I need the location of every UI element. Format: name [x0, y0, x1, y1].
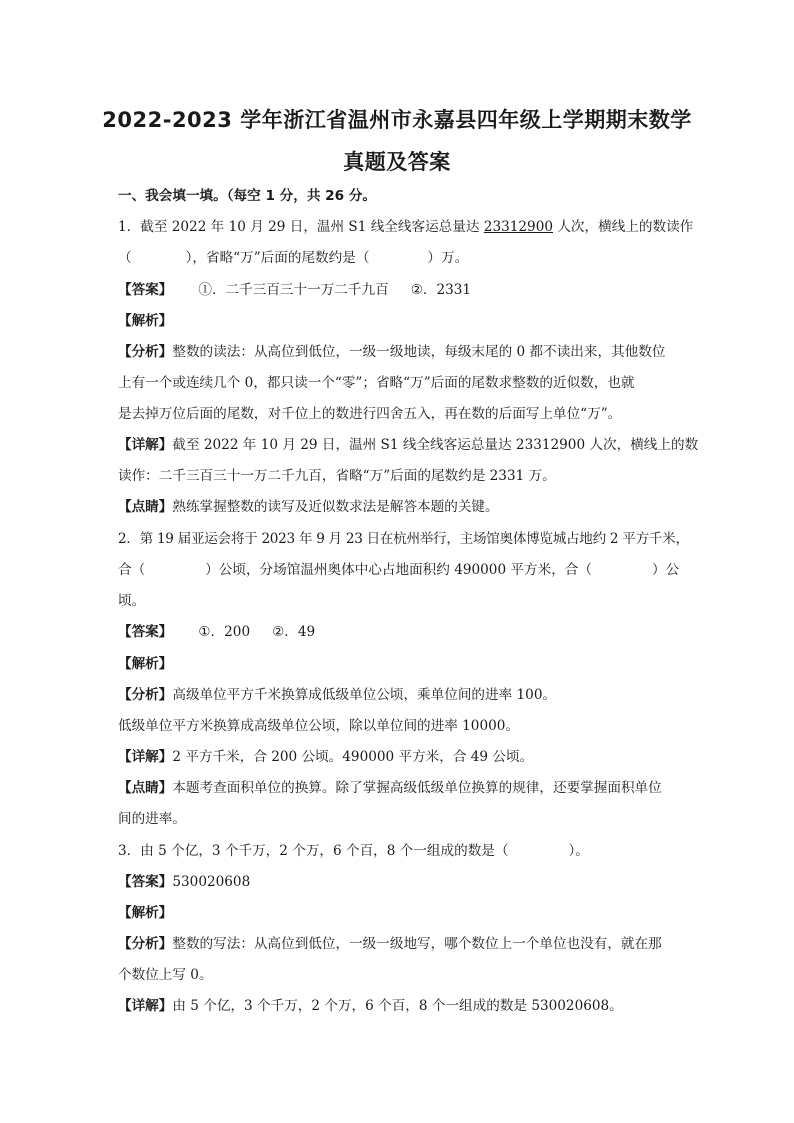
q1-answer-2: ②．2331	[410, 282, 472, 298]
q1-fenxi-text1: 整数的读法：从高位到低位，一级一级地读，每级末尾的 0 都不读出来，其他数位	[172, 344, 666, 360]
xiangjie-tag: 【详解】	[118, 998, 173, 1014]
q1-xiangjie-line1	[118, 436, 699, 454]
q3-text-a: 3．由 5 个亿，3 个千万，2 个万，6 个百，8 个一组成的数是（	[118, 843, 509, 859]
q1-fenxi-line2: 上有一个或连续几个 0，都只读一个“零”；省略“万”后面的尾数求整数的近似数，也就	[118, 375, 635, 391]
q3-answer	[118, 873, 678, 891]
dianjing-tag: 【点睛】	[118, 780, 173, 796]
analysis-tag: 【解析】	[118, 656, 173, 672]
q2-fenxi-line1	[118, 686, 678, 704]
xiangjie-tag: 【详解】	[118, 749, 173, 765]
q2-dianjing-line1	[118, 779, 678, 797]
q2-dianjing-text1: 本题考查面积单位的换算。除了掌握高级低级单位换算的规律，还要掌握面积单位	[172, 780, 662, 796]
q2-blank-open: 合（	[118, 562, 146, 578]
analysis-tag: 【解析】	[118, 905, 173, 921]
q1-text-mid: ），省略“万”后面的尾数约是（	[185, 250, 370, 266]
q2-line1: 2．第 19 届亚运会将于 2023 年 9 月 23 日在杭州举行，主场馆奥体博览城占地约 2 平方千米，	[118, 531, 689, 547]
q1-dianjing	[118, 498, 678, 516]
answer-tag: 【答案】	[118, 874, 173, 890]
q1-underlined-number: 23312900	[483, 219, 553, 235]
q1-xiangjie-text1: 截至 2022 年 10 月 29 日，温州 S1 线全线客运总量达 23312900 人次，横线上的数	[172, 437, 699, 453]
fenxi-tag: 【分析】	[118, 344, 173, 360]
q2-answer-1: ①．200	[198, 624, 251, 640]
q3-fenxi-line2: 个数位上写 0。	[118, 967, 213, 983]
q1-line1	[118, 218, 694, 236]
q2-line3: 顷。	[118, 593, 146, 609]
answer-tag: 【答案】	[118, 282, 173, 298]
q3-fenxi-line1	[118, 935, 678, 953]
analysis-tag: 【解析】	[118, 313, 173, 329]
q1-answer-1: ①．二千三百三十一万二千九百	[198, 282, 389, 298]
fenxi-tag: 【分析】	[118, 936, 173, 952]
q1-blank-open: （	[118, 250, 132, 266]
q2-xiangjie	[118, 748, 678, 766]
q1-answer	[118, 281, 678, 299]
dianjing-tag: 【点睛】	[118, 499, 173, 515]
q2-line2	[118, 561, 678, 579]
q1-xiangjie-line2: 读作：二千三百三十一万二千九百，省略“万”后面的尾数约是 2331 万。	[118, 468, 556, 484]
section-heading: 一、我会填一填。（每空 1 分，共 26 分。	[118, 188, 377, 204]
q2-xiangjie-text: 2 平方千米，合 200 公顷。490000 平方米，合 49 公顷。	[172, 749, 534, 765]
q2-text-mid: ）公顷，分场馆温州奥体中心占地面积约 490000 平方米，合（	[205, 562, 592, 578]
q2-answer	[118, 623, 678, 641]
q3-answer-value: 530020608	[172, 874, 251, 890]
q3-text-b: ）。	[568, 843, 589, 859]
q1-line2	[118, 249, 678, 267]
q3-fenxi-text1: 整数的写法：从高位到低位，一级一级地写，哪个数位上一个单位也没有，就在那	[172, 936, 662, 952]
q2-text-end: ）公	[651, 562, 680, 578]
document-title-line2: 真题及答案	[343, 150, 451, 174]
q1-dianjing-text: 熟练掌握整数的读写及近似数求法是解答本题的关键。	[172, 499, 499, 515]
q2-dianjing-line2: 间的进率。	[118, 811, 186, 827]
q2-fenxi-text1: 高级单位平方千米换算成低级单位公顷，乘单位间的进率 100。	[172, 687, 557, 703]
q1-text-end: ）万。	[427, 250, 469, 266]
q3-xiangjie	[118, 997, 678, 1015]
fenxi-tag: 【分析】	[118, 687, 173, 703]
answer-tag: 【答案】	[118, 624, 173, 640]
xiangjie-tag: 【详解】	[118, 437, 173, 453]
document-title: 2022-2023 学年浙江省温州市永嘉县四年级上学期期末数学	[102, 108, 692, 132]
q1-fenxi-line1	[118, 343, 678, 361]
q2-answer-2: ②．49	[272, 624, 316, 640]
q1-text-b: 人次，横线上的数读作	[553, 219, 694, 235]
q1-fenxi-line3: 是去掉万位后面的尾数，对千位上的数进行四舍五入，再在数的后面写上单位“万”。	[118, 406, 622, 422]
q2-fenxi-line2: 低级单位平方米换算成高级单位公顷，除以单位间的进率 10000。	[118, 718, 520, 734]
q1-text-a: 1．截至 2022 年 10 月 29 日，温州 S1 线全线客运总量达	[118, 219, 484, 235]
q3-xiangjie-text: 由 5 个亿，3 个千万，2 个万，6 个百，8 个一组成的数是 530020608。	[172, 998, 623, 1014]
q3-line1	[118, 842, 678, 860]
